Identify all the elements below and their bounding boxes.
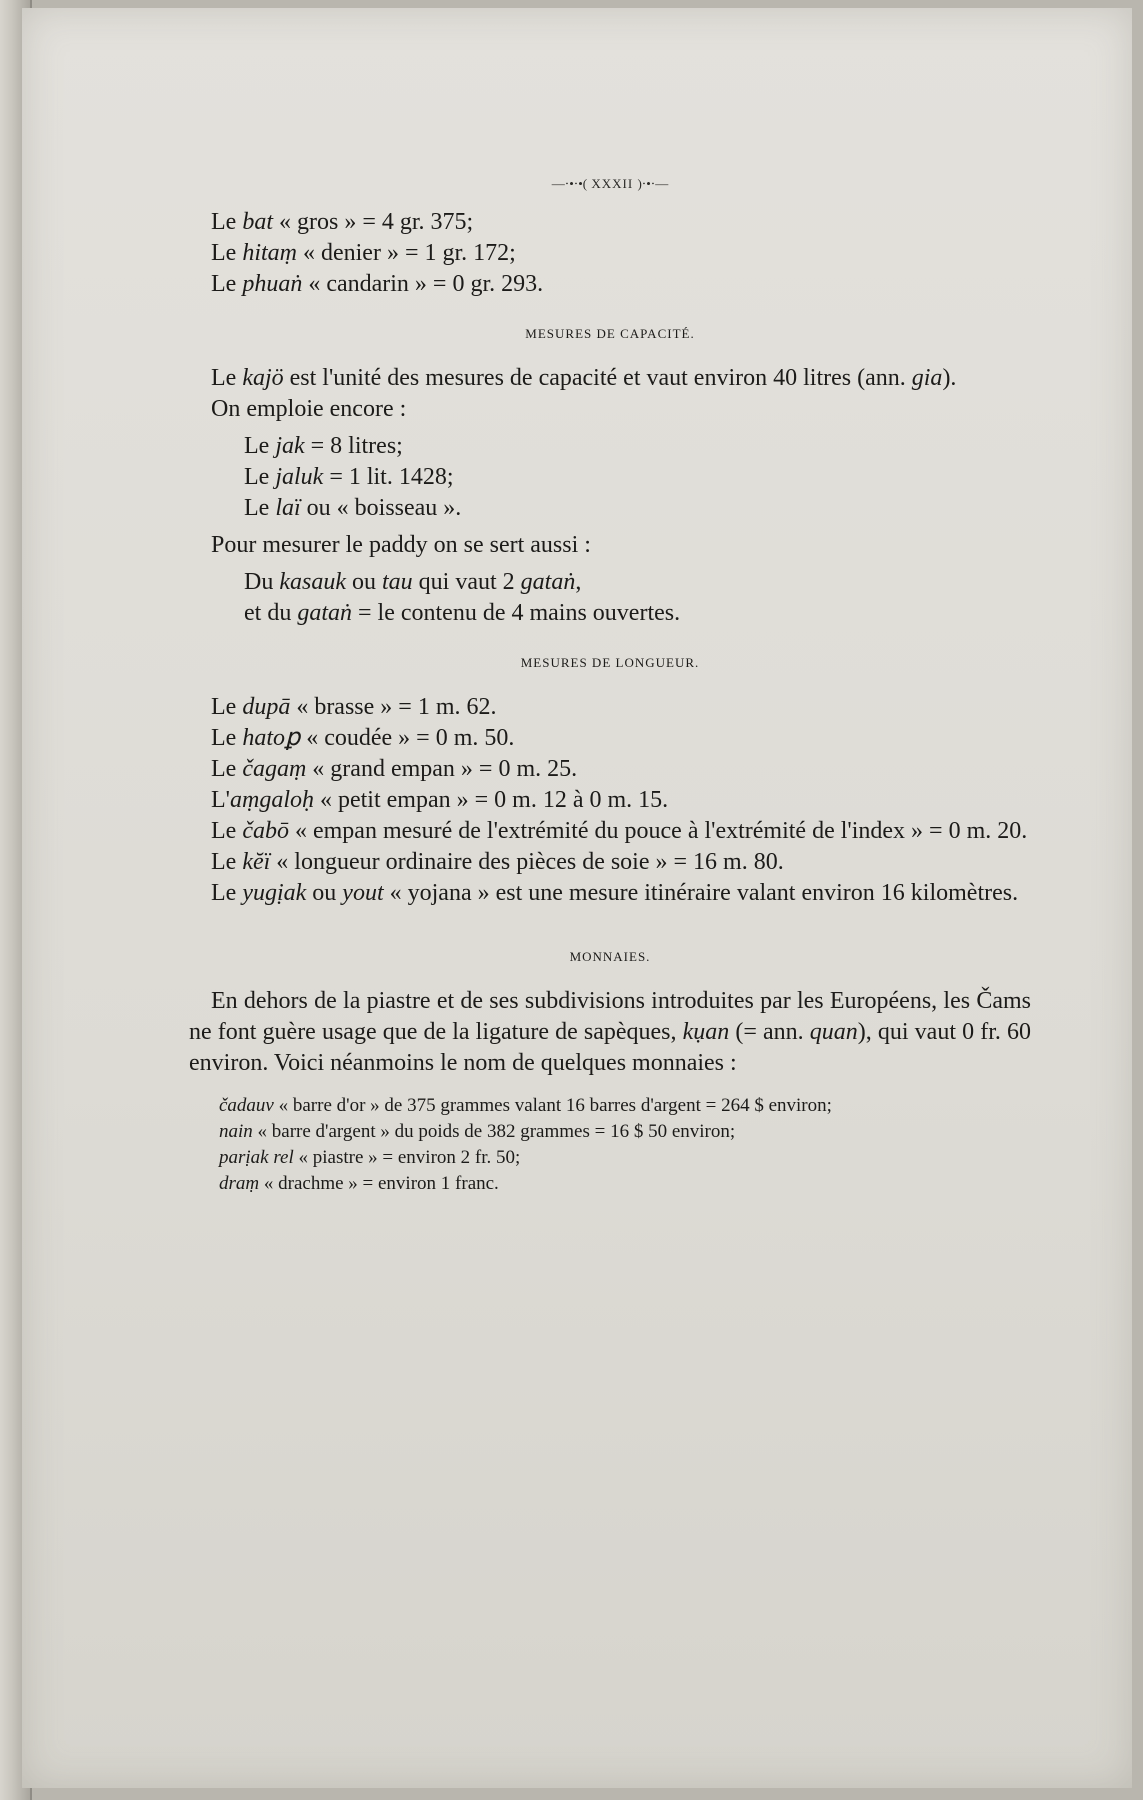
- section-title-capacity: MESURES DE CAPACITÉ.: [525, 326, 695, 341]
- list-item: Le hatoꝑ « coudée » = 0 m. 50.: [211, 725, 515, 751]
- section-title-length: MESURES DE LONGUEUR.: [520, 655, 700, 670]
- list-item: Le kĕï « longueur ordinaire des pièces de soie » = 16 m. 80.: [211, 849, 784, 875]
- list-item: Le phuaṅ « candarin » = 0 gr. 293.: [211, 271, 544, 297]
- weights-list: [189, 207, 1031, 300]
- money-list: [189, 1093, 1031, 1197]
- page-number: XXXII: [591, 176, 634, 191]
- list-item: Le yugịak ou yout « yojana » est une mesure itinéraire valant environ 16 kilomètres.: [211, 880, 1019, 906]
- list-item: Du kasauk ou tau qui vaut 2 gataṅ,: [244, 569, 582, 595]
- money-paragraph: En dehors de la piastre et de ses subdivisions introduites par les Européens, les Čams ne font guère usage que de la ligature de sapèques, kụan (= ann. quan), qui vaut 0 fr. 60 environ. Voici néanmoins le nom de quelques monnaies :: [189, 988, 1032, 1076]
- list-item: čadauv « barre d'or » de 375 grammes valant 16 barres d'argent = 264 $ environ;: [219, 1095, 832, 1116]
- list-item: Le bat « gros » = 4 gr. 375;: [211, 209, 474, 235]
- list-item: Le jak = 8 litres;: [244, 433, 403, 459]
- section-title-money: MONNAIES.: [569, 949, 651, 964]
- list-item: Le dupā « brasse » = 1 m. 62.: [211, 694, 497, 720]
- ornament-left-icon: —⋅•⋅•(: [551, 176, 588, 191]
- list-item: nain « barre d'argent » du poids de 382 grammes = 16 $ 50 environ;: [219, 1121, 736, 1142]
- page-content: [189, 168, 1031, 1197]
- ornament-right-icon: )⋅•⋅—: [637, 176, 669, 191]
- page-header: [189, 168, 1031, 199]
- list-item: draṃ « drachme » = environ 1 franc.: [219, 1173, 499, 1194]
- list-item: Le hitaṃ « denier » = 1 gr. 172;: [211, 240, 516, 266]
- list-item: Le jaluk = 1 lit. 1428;: [244, 464, 454, 490]
- list-item: Le laï ou « boisseau ».: [244, 495, 462, 521]
- list-item: et du gataṅ = le contenu de 4 mains ouvertes.: [244, 600, 681, 626]
- list-item: L'aṃgaloḥ « petit empan » = 0 m. 12 à 0 m. 15.: [211, 787, 669, 813]
- list-item: parịak rel « piastre » = environ 2 fr. 50;: [219, 1147, 521, 1168]
- paddy-intro: Pour mesurer le paddy on se sert aussi :: [211, 532, 591, 558]
- capacity-also: On emploie encore :: [211, 396, 407, 422]
- capacity-intro: Le kajö est l'unité des mesures de capacité et vaut environ 40 litres (ann. gia).: [211, 365, 957, 391]
- list-item: Le čagaṃ « grand empan » = 0 m. 25.: [211, 756, 578, 782]
- list-item: Le čabō « empan mesuré de l'extrémité du pouce à l'extrémité de l'index » = 0 m. 20.: [211, 818, 1028, 844]
